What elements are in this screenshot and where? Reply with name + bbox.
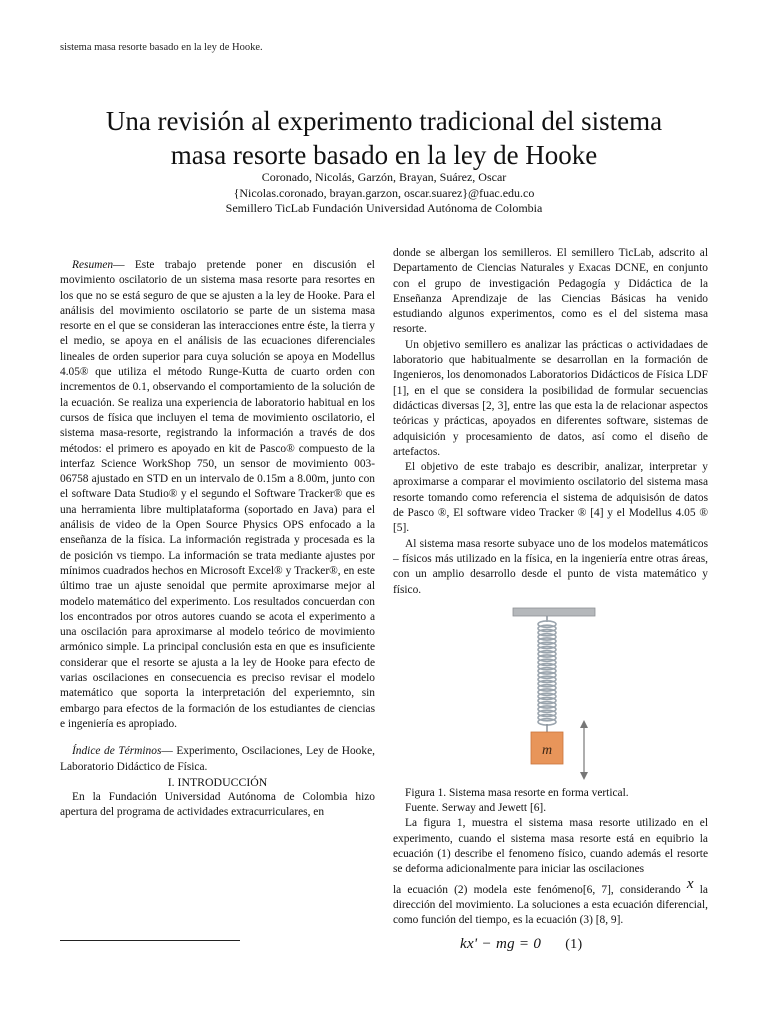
index-terms-text: Experimento, Oscilaciones, Ley de Hooke, Laboratorio Didáctico de Física. [60, 745, 375, 773]
right-column [393, 246, 708, 929]
author-names: Coronado, Nicolás, Garzón, Brayan, Suárez, Oscar [261, 170, 507, 184]
paragraph-6-end: la dirección del movimiento. La soluciones a esta ecuación diferencial, como función del tiempo, es la ecuación (3) [8, 9]. [393, 883, 708, 927]
abstract-label: Resumen [72, 259, 114, 271]
equation-1 [460, 936, 582, 953]
index-terms [60, 744, 375, 775]
author-block [0, 170, 768, 217]
author-emails: {Nicolas.coronado, brayan.garzon, oscar.suarez}@fuac.edu.co [233, 185, 535, 200]
figure-1 [393, 606, 708, 782]
abstract [60, 258, 375, 732]
spring-coils [538, 621, 556, 725]
abstract-text: Este trabajo pretende poner en discusión el movimiento oscilatorio de un sistema masa resorte para resortes en los que no se está seguro de que se ajusten a la ley de Hooke. Para el análisis del movimiento oscilatorio se parte de un sistema masa resorte en el que se consideran las interacciones entre éste, la tierra y el medio, se apoya en el análisis de las ecuaciones diferenciales lineales de orden superior para cuya solución se apoya en Modellus 4.05® que utiliza el método Runge-Kutta de cuarto orden con incrementos de 0.1, observando el comportamiento de la solución de la ecuación. Se realiza una experiencia de laboratorio habitual en los cursos de física que incluyen el tema de movimiento oscilatorio, el sistema masa-resorte, registrando la información a través de dos métodos: el primero es apoyado en kit de Pasco® compuesto de la interfaz Science WorkShop 750, un sensor de movimiento 003-06758 ajustado en STD en un intervalo de 0.15m a 8.00m, junto con el software Data Studio® y el segundo el Software Tracker® que es una herramienta libre multiplataforma (soportado en Java) para el análisis de video de la Open Source Physics OPS enfocado a la enseñanza de la física. La información registrada y procesada es la de posición vs tiempo. La información se trata mediante ajustes por mínimos cuadrados hechos en Microsoft Excel® y Tracker®, en este último trae un ajuste senoidal que permite aproximarse mejor al modelo matemático del experimento. Los resultados concuerdan con los encontrados por otros autores cuando se acota el experimento a una oscilación para aproximarse al modelo teórico de movimiento armónico simple. La principal conclusión esta en que es insuficiente considerar que el resorte se ajusta a la ley de Hooke para efecto de varias oscilaciones en consecuencia es preciso revisar el modelo matemático que soporta la interpretación del experiemnto, sin embargo para efectos de la formación de los estudiantes de ciencias e ingeniería es apropiado. [60, 259, 375, 730]
paper-title [0, 104, 768, 172]
figure-source: Fuente. Serway and Jewett [6]. [405, 802, 547, 815]
ceiling-support [513, 608, 595, 616]
equation-number: (1) [565, 937, 583, 952]
paragraph-6 [393, 875, 708, 929]
running-header: sistema masa resorte basado en la ley de Hooke. [60, 42, 263, 53]
displacement-arrow [580, 720, 588, 780]
figure-caption: Figura 1. Sistema masa resorte en forma vertical. [405, 786, 629, 799]
paragraph-4: Al sistema masa resorte subyace uno de los modelos matemáticos – físicos más utilizado en la física, en la ingeniería entre otras áreas, con un amplio desarrollo desde el punto de vista matemático y físico. [393, 537, 708, 596]
paragraph-3: El objetivo de este trabajo es describir, analizar, interpretar y aproximarse a comparar el movimiento oscilatorio del sistema masa resorte tomando como referencia el sistema de adquisisón de datos de Pasco ®, El software video Tracker ® [4] y el Modellus 4.05 ® [5]. [393, 461, 708, 535]
author-affiliation: Semillero TicLab Fundación Universidad Autónoma de Colombia [225, 201, 543, 215]
paragraph-2: Un objetivo semillero es analizar las prácticas o actividadaes de laboratorio que habitualmente se desarrollan en la formación de Ingenieros, los denomonados Laboratorios Didácticos de Física LDF [1], en el que se considera la posibilidad de formular secuencias didácticas diversas [2, 3], entre las que esta la de relacionar aspectos teóricas y prácticas, apoyados en diferentes software, sistemas de adquisición y procesamiento de datos, así como el diseño de artefactos. [393, 338, 708, 458]
index-terms-label: Índice de Términos [72, 745, 162, 758]
footnote-rule [60, 940, 240, 941]
paragraph-1: donde se albergan los semilleros. El semillero TicLab, adscrito al Departamento de Ciencias Naturales y Exacas DCNE, en conjunto con el grupo de investigación Pedagogía y Didáctica de la Enseñanza Aprendizaje de las Ciencias Básicas ha venido estudiando algunos experimentos, como es el del sistema masa resorte. [393, 247, 708, 336]
variable-x: x [686, 875, 694, 892]
mass-label: m [541, 742, 553, 758]
index-terms-dash: — [161, 745, 177, 758]
equation-body: kx' − mg = 0 [460, 936, 542, 952]
paragraph-5: La figura 1, muestra el sistema masa resorte utilizado en el experimento, cuando el sistema masa resorte está en equibrio la ecuación (1) describe el fenomeno físico, cuando además el resorte se deforma adicionalmente para iniciar las oscilaciones [393, 817, 708, 876]
abstract-dash: — [113, 259, 135, 271]
title-line-2: masa resorte basado en la ley de Hooke [170, 140, 598, 170]
section-heading-introduction: I. INTRODUCCIÓN [167, 774, 268, 789]
title-line-1: Una revisión al experimento tradicional del sistema [105, 106, 663, 136]
spring-mass-diagram [393, 606, 708, 782]
paragraph-6-start: la ecuación (2) modela este fenómeno[6, 7], considerando [393, 883, 687, 896]
intro-paragraph: En la Fundación Universidad Autónoma de Colombia hizo apertura del programa de actividades extracurriculares, en [60, 791, 375, 819]
left-column [60, 258, 375, 821]
